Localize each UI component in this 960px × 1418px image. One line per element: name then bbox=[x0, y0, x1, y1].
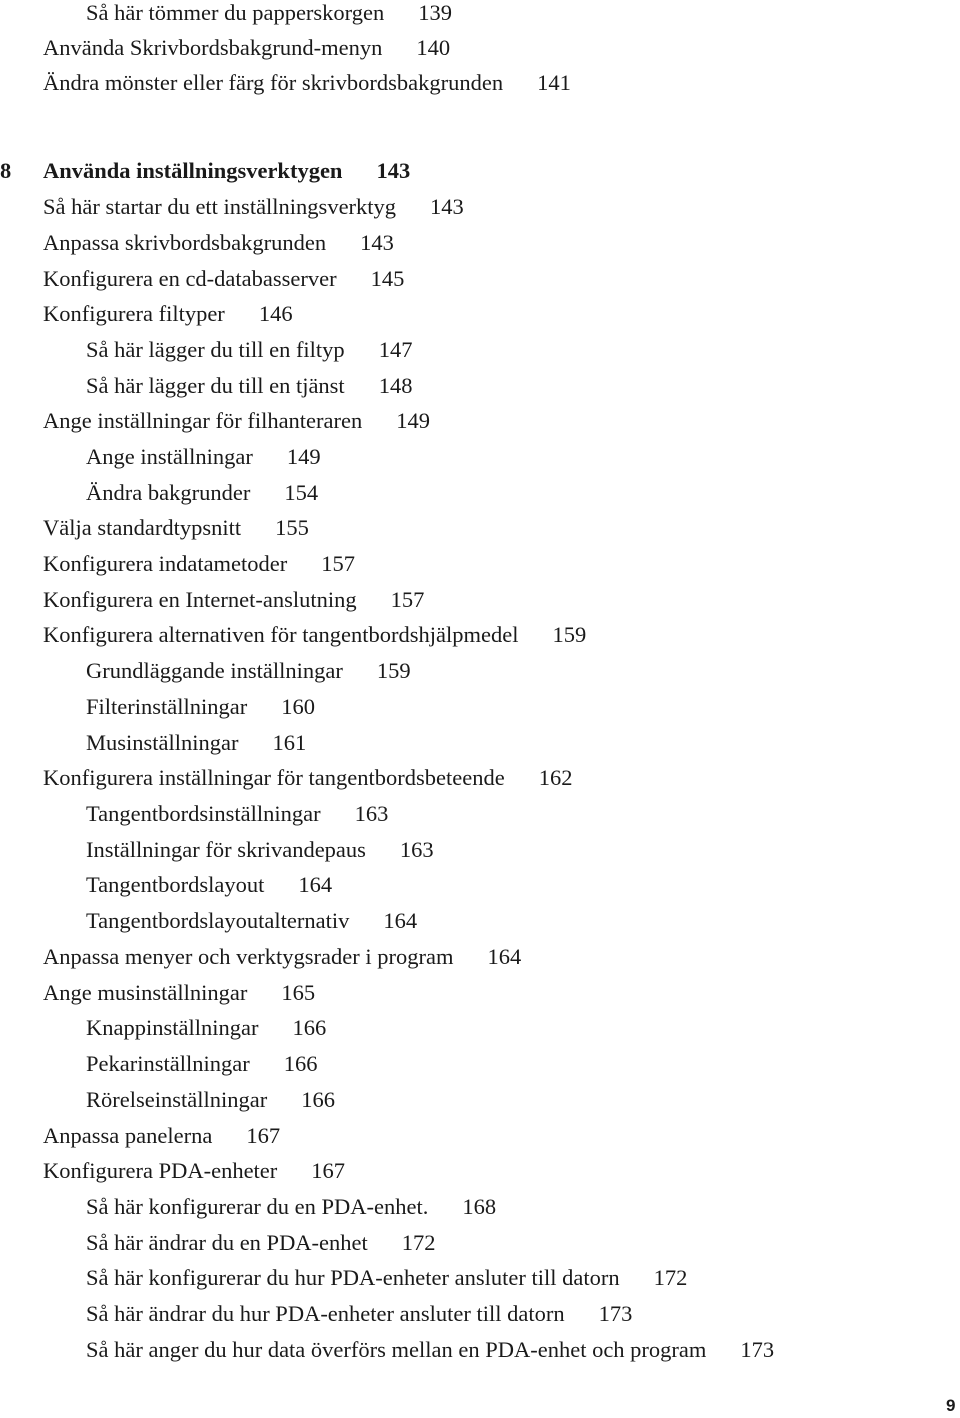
toc-entry-page: 159 bbox=[376, 658, 411, 683]
toc-entry-title: Konfigurera indatametoder bbox=[43, 551, 288, 576]
toc-entry-title: Tangentbordslayout bbox=[86, 872, 265, 897]
toc-entry bbox=[86, 908, 417, 934]
toc-entry-page: 160 bbox=[281, 694, 315, 719]
toc-entry bbox=[86, 480, 318, 506]
toc-entry bbox=[86, 872, 332, 898]
toc-entry bbox=[43, 1123, 280, 1149]
toc-entry-page: 172 bbox=[401, 1230, 436, 1255]
toc-entry bbox=[86, 1194, 496, 1220]
page-number: 9 bbox=[946, 1396, 956, 1415]
toc-entry-page: 164 bbox=[383, 908, 418, 933]
toc-entry-page: 143 bbox=[376, 158, 411, 183]
toc-entry-title: Anpassa menyer och verktygsrader i program bbox=[43, 944, 454, 969]
toc-entry-title: Ändra bakgrunder bbox=[86, 480, 251, 505]
chapter-number: 8 bbox=[0, 158, 12, 183]
toc-entry-page: 149 bbox=[286, 444, 321, 469]
toc-entry bbox=[86, 1301, 632, 1327]
toc-entry bbox=[43, 408, 430, 434]
toc-entry bbox=[86, 1337, 774, 1363]
toc-entry-page: 159 bbox=[552, 622, 587, 647]
toc-entry bbox=[86, 373, 412, 399]
toc-entry-title: Inställningar för skrivandepaus bbox=[86, 837, 366, 862]
toc-entry-page: 146 bbox=[258, 301, 293, 326]
toc-entry-page: 161 bbox=[272, 730, 307, 755]
toc-entry-title: Konfigurera en cd-databasserver bbox=[43, 266, 337, 291]
toc-entry bbox=[86, 1230, 436, 1256]
toc-entry-title: Så här anger du hur data överförs mellan en PDA-enhet och program bbox=[86, 1337, 707, 1362]
toc-entry-page: 162 bbox=[538, 765, 573, 790]
toc-entry bbox=[86, 694, 315, 720]
toc-entry-title: Så här konfigurerar du en PDA-enhet. bbox=[86, 1194, 429, 1219]
toc-entry-title: Så här konfigurerar du hur PDA-enheter ansluter till datorn bbox=[86, 1265, 620, 1290]
toc-entry-page: 149 bbox=[396, 408, 431, 433]
toc-entry-title: Konfigurera PDA-enheter bbox=[43, 1158, 278, 1183]
toc-entry-page: 148 bbox=[378, 373, 413, 398]
toc-entry-title: Ange musinställningar bbox=[43, 980, 248, 1005]
toc-entry-page: 172 bbox=[653, 1265, 688, 1290]
toc-entry bbox=[86, 444, 321, 470]
toc-entry-title: Så här tömmer du papperskorgen bbox=[86, 0, 385, 25]
toc-entry-title: Tangentbordsinställningar bbox=[86, 801, 321, 826]
toc-entry-title: Så här startar du ett inställningsverktyg bbox=[43, 194, 397, 219]
toc-entry-title: Använda inställningsverktygen bbox=[43, 158, 343, 183]
toc-entry-page: 163 bbox=[399, 837, 434, 862]
toc-entry-title: Ange inställningar för filhanteraren bbox=[43, 408, 363, 433]
toc-entry-title: Rörelseinställningar bbox=[86, 1087, 268, 1112]
toc-entry-title: Så här ändrar du hur PDA-enheter ansluter till datorn bbox=[86, 1301, 565, 1326]
toc-entry bbox=[43, 230, 394, 256]
toc-entry-title: Filterinställningar bbox=[86, 694, 248, 719]
toc-entry bbox=[43, 1158, 345, 1184]
toc-entry-page: 167 bbox=[246, 1123, 281, 1148]
toc-entry-page: 166 bbox=[283, 1051, 318, 1076]
toc-entry-title: Pekarinställningar bbox=[86, 1051, 250, 1076]
toc-entry-title: Musinställningar bbox=[86, 730, 239, 755]
toc-entry bbox=[86, 1051, 317, 1077]
toc-entry-page: 164 bbox=[487, 944, 522, 969]
toc-entry-page: 145 bbox=[370, 266, 405, 291]
toc-entry-title: Anpassa panelerna bbox=[43, 1123, 213, 1148]
toc-entry-title: Ändra mönster eller färg för skrivbordsbakgrunden bbox=[43, 70, 504, 95]
toc-entry-title: Konfigurera filtyper bbox=[43, 301, 225, 326]
toc-entry-title: Konfigurera inställningar för tangentbordsbeteende bbox=[43, 765, 505, 790]
toc-entry bbox=[43, 765, 572, 791]
toc-entry bbox=[43, 944, 521, 970]
toc-entry bbox=[86, 658, 411, 684]
toc-entry-title: Knappinställningar bbox=[86, 1015, 259, 1040]
toc-entry-page: 157 bbox=[321, 551, 356, 576]
toc-entry bbox=[43, 301, 293, 327]
toc-entry-page: 140 bbox=[416, 35, 451, 60]
toc-entry bbox=[86, 801, 388, 827]
toc-entry-page: 164 bbox=[298, 872, 333, 897]
toc-entry bbox=[43, 980, 315, 1006]
toc-entry-page: 173 bbox=[740, 1337, 775, 1362]
toc-entry bbox=[86, 337, 412, 363]
toc-entry-page: 166 bbox=[301, 1087, 335, 1112]
toc-entry-title: Konfigurera alternativen för tangentbordshjälpmedel bbox=[43, 622, 519, 647]
toc-entry-title: Så här ändrar du en PDA-enhet bbox=[86, 1230, 368, 1255]
toc-entry bbox=[43, 515, 309, 541]
toc-entry-title: Tangentbordslayoutalternativ bbox=[86, 908, 350, 933]
toc-entry-page: 154 bbox=[284, 480, 319, 505]
toc-entry bbox=[43, 622, 586, 648]
toc-entry bbox=[43, 551, 355, 577]
toc-entry-title: Konfigurera en Internet-anslutning bbox=[43, 587, 357, 612]
toc-entry-page: 143 bbox=[360, 230, 394, 255]
toc-entry bbox=[86, 1265, 687, 1291]
toc-entry-page: 147 bbox=[378, 337, 413, 362]
toc-entry-page: 166 bbox=[292, 1015, 327, 1040]
toc-entry-page: 173 bbox=[598, 1301, 633, 1326]
toc-entry-page: 141 bbox=[537, 70, 571, 95]
toc-entry-page: 167 bbox=[311, 1158, 346, 1183]
toc-entry bbox=[43, 587, 424, 613]
toc-entry-page: 139 bbox=[418, 0, 453, 25]
toc-chapter-entry bbox=[0, 158, 411, 184]
toc-entry-page: 168 bbox=[462, 1194, 497, 1219]
toc-entry bbox=[43, 70, 571, 96]
toc-entry-page: 143 bbox=[430, 194, 464, 219]
toc-entry-title: Anpassa skrivbordsbakgrunden bbox=[43, 230, 327, 255]
toc-entry-page: 155 bbox=[275, 515, 309, 540]
toc-entry-page: 163 bbox=[354, 801, 389, 826]
toc-entry-page: 165 bbox=[281, 980, 316, 1005]
toc-entry bbox=[86, 730, 306, 756]
toc-entry bbox=[86, 1087, 335, 1113]
toc-entry-page: 157 bbox=[390, 587, 425, 612]
toc-entry-title: Ange inställningar bbox=[86, 444, 253, 469]
toc-entry bbox=[86, 0, 452, 26]
toc-entry-title: Använda Skrivbordsbakgrund-menyn bbox=[43, 35, 383, 60]
toc-entry bbox=[43, 194, 464, 220]
toc-entry bbox=[86, 1015, 326, 1041]
toc-entry-title: Grundläggande inställningar bbox=[86, 658, 343, 683]
toc-entry bbox=[86, 837, 434, 863]
toc-entry bbox=[43, 35, 450, 61]
toc-entry bbox=[43, 266, 404, 292]
toc-entry-title: Välja standardtypsnitt bbox=[43, 515, 242, 540]
toc-entry-title: Så här lägger du till en tjänst bbox=[86, 373, 345, 398]
toc-entry-title: Så här lägger du till en filtyp bbox=[86, 337, 345, 362]
